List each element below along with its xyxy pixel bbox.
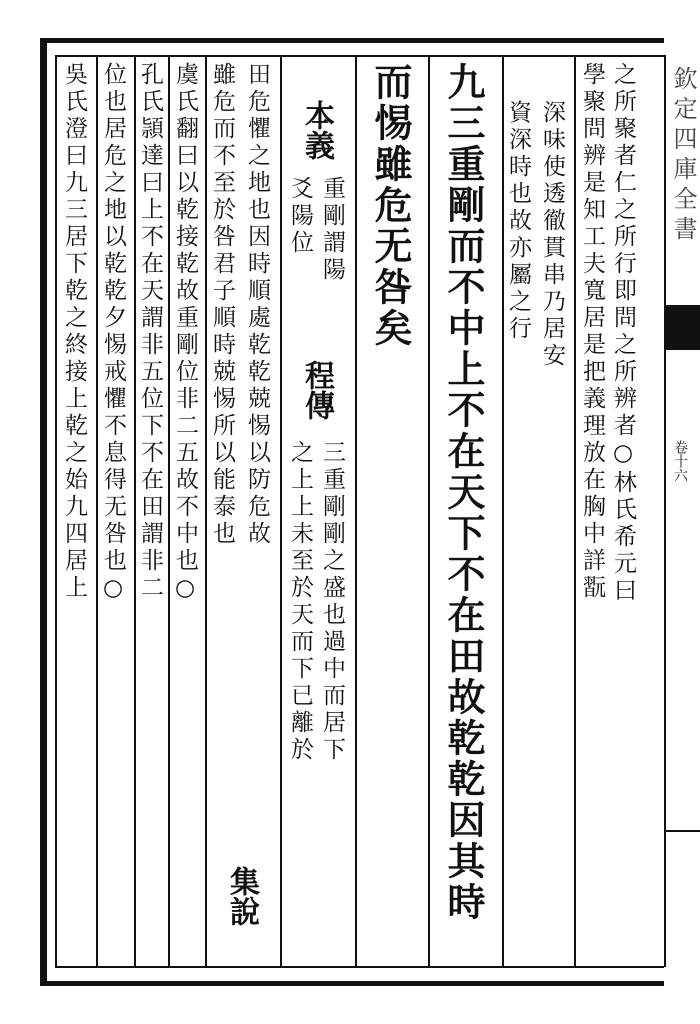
text-column-12: 位也居危之地以乾乾夕惕戒懼不息得无咎也○ bbox=[100, 62, 126, 605]
column-rule bbox=[574, 55, 576, 967]
inner-top-rule bbox=[55, 55, 664, 57]
text-column-9: 雖危而不至於咎君子順時兢惕所以能泰也 bbox=[209, 62, 235, 548]
label-benyi: 本義 bbox=[299, 100, 334, 160]
margin-page-number: 卷十六 bbox=[672, 440, 688, 482]
margin-black-band bbox=[664, 305, 700, 350]
column-rule bbox=[134, 55, 136, 967]
column-rule bbox=[55, 55, 57, 967]
text-column-2: 學聚問辨是知工夫寬居是把義理放在胸中詳翫 bbox=[579, 62, 605, 602]
column-rule bbox=[502, 55, 504, 967]
margin-header: 欽定四庫全書 bbox=[669, 66, 697, 246]
inner-bottom-rule bbox=[55, 966, 664, 968]
note-chengzhuan-1: 三重剛剛之盛也過中而居下 bbox=[319, 440, 345, 764]
margin-rule bbox=[664, 830, 700, 832]
column-rule bbox=[280, 55, 282, 967]
column-rule bbox=[205, 55, 207, 967]
main-text-column-2: 而惕雖危无咎矣 bbox=[368, 62, 413, 349]
text-column-1: 之所聚者仁之所行即問之所辨者○林氏希元曰 bbox=[610, 62, 636, 605]
column-rule bbox=[355, 55, 357, 967]
text-column-4: 資深時也故亦屬之行 bbox=[505, 100, 531, 343]
label-chengzhuan: 程傳 bbox=[299, 360, 334, 420]
text-column-11: 孔氏頴達曰上不在天謂非五位下不在田謂非二 bbox=[137, 62, 163, 602]
main-text-column-1: 九三重剛而不中上不在天下不在田故乾乾因其時 bbox=[441, 62, 486, 923]
text-column-13: 吳氏澄曰九三居下乾之終接上乾之始九四居上 bbox=[61, 62, 87, 602]
text-column-3: 深味使透徹貫串乃居安 bbox=[539, 100, 565, 370]
column-rule bbox=[168, 55, 170, 967]
note-benyi-2: 爻陽位 bbox=[287, 176, 313, 257]
text-column-10: 虞氏翻曰以乾接乾故重剛位非二五故不中也○ bbox=[172, 62, 198, 605]
column-rule bbox=[96, 55, 98, 967]
column-rule bbox=[428, 55, 430, 967]
note-benyi-1: 重剛謂陽 bbox=[319, 176, 345, 284]
note-chengzhuan-2: 之上上未至於天而下已離於 bbox=[287, 440, 313, 764]
text-column-8: 田危懼之地也因時順處乾乾兢惕以防危故 bbox=[244, 62, 270, 548]
label-jishuo: 集說 bbox=[224, 866, 259, 926]
